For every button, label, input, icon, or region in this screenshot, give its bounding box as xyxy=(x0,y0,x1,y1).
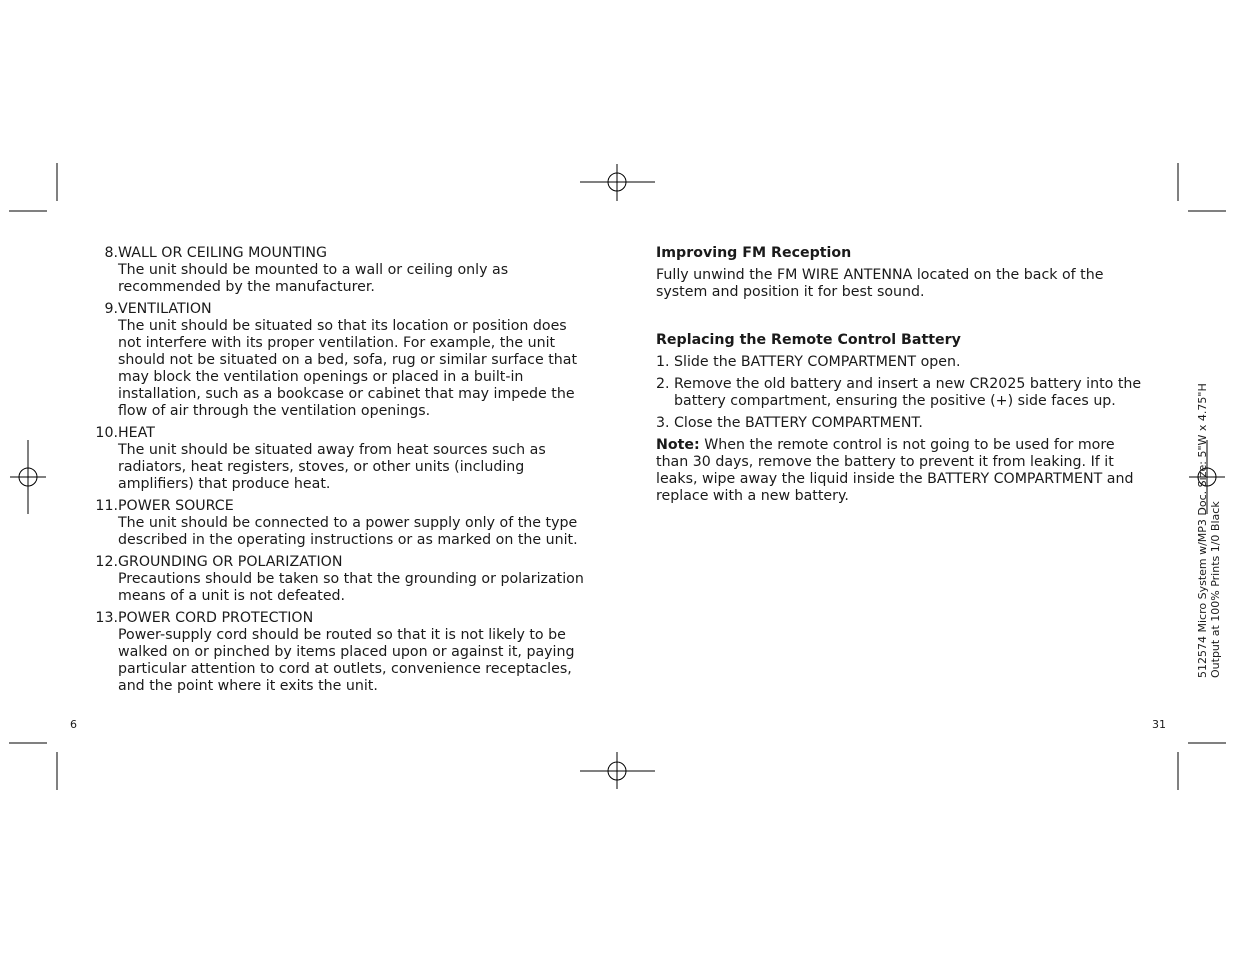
right-page-content xyxy=(656,245,1146,510)
step-item xyxy=(656,354,1146,371)
item-number: 8. xyxy=(104,245,118,261)
list-item xyxy=(94,425,584,493)
step-number: 1. xyxy=(656,354,670,371)
item-text: Precautions should be taken so that the grounding or polarization means of a unit is not defeated. xyxy=(118,571,584,605)
step-text: Slide the BATTERY COMPARTMENT open. xyxy=(674,354,961,371)
battery-heading: Replacing the Remote Control Battery xyxy=(656,332,961,349)
item-text: Power-supply cord should be routed so that it is not likely to be walked on or pinched by items placed upon or against it, paying particular attention to cord at outlets, convenience receptacles, and the point where it exits the unit. xyxy=(118,626,575,695)
step-text: Close the BATTERY COMPARTMENT. xyxy=(674,414,923,431)
item-text: The unit should be mounted to a wall or ceiling only as recommended by the manufacturer. xyxy=(118,262,509,296)
list-item xyxy=(94,554,584,605)
fm-reception-text: Fully unwind the FM WIRE ANTENNA located on the back of the system and position it for best sound. xyxy=(656,267,1104,301)
item-number: 10. xyxy=(95,425,118,442)
item-title: VENTILATION xyxy=(118,300,212,317)
item-text: The unit should be situated away from heat sources such as radiators, heat registers, stoves, or other units (including amplifiers) that produce heat. xyxy=(118,442,546,493)
item-title: POWER CORD PROTECTION xyxy=(118,609,314,626)
item-text: The unit should be connected to a power supply only of the type described in the operating instructions or as marked on the unit. xyxy=(118,515,578,549)
left-page-content xyxy=(94,245,584,700)
page-number-left: 6 xyxy=(70,718,77,731)
list-item xyxy=(94,245,584,296)
list-item xyxy=(94,301,584,421)
print-slug xyxy=(1196,383,1222,678)
page-number-right: 31 xyxy=(1152,718,1166,731)
item-title: POWER SOURCE xyxy=(118,498,234,515)
item-number: 13. xyxy=(95,609,118,626)
step-text: Remove the old battery and insert a new CR2025 battery into the battery compartment, ensuring the positive (+) side faces up. xyxy=(674,376,1142,410)
item-number: 11. xyxy=(95,498,118,515)
battery-note xyxy=(656,437,1146,505)
note-text: When the remote control is not going to be used for more than 30 days, remove the battery to prevent it from leaking. If it leaks, wipe away the liquid inside the BATTERY COMPARTMENT and replace with a new battery. xyxy=(656,436,1134,504)
item-title: HEAT xyxy=(118,425,155,442)
step-item xyxy=(656,376,1146,410)
step-item xyxy=(656,415,1146,432)
note-label: Note: xyxy=(656,436,700,453)
slug-line-2: Output at 100% Prints 1/0 Black xyxy=(1209,501,1222,678)
step-number: 2. xyxy=(656,376,670,393)
item-number: 12. xyxy=(95,553,118,570)
item-title: GROUNDING OR POLARIZATION xyxy=(118,553,343,570)
item-title: WALL OR CEILING MOUNTING xyxy=(118,245,327,261)
list-item xyxy=(94,498,584,549)
item-text: The unit should be situated so that its location or position does not interfere with its proper ventilation. For example, the unit should not be situated on a bed, sofa, rug or similar surface that may block the ventilation openings or placed in a built-in installation, such as a bookcase or cabinet that may impede the flow of air through the ventilation openings. xyxy=(118,317,578,420)
fm-reception-heading: Improving FM Reception xyxy=(656,245,852,261)
slug-line-1: 512574 Micro System w/MP3 Doc. Size: 5"W x 4.75"H xyxy=(1196,383,1209,678)
list-item xyxy=(94,610,584,695)
item-number: 9. xyxy=(104,300,118,317)
step-number: 3. xyxy=(656,414,670,431)
